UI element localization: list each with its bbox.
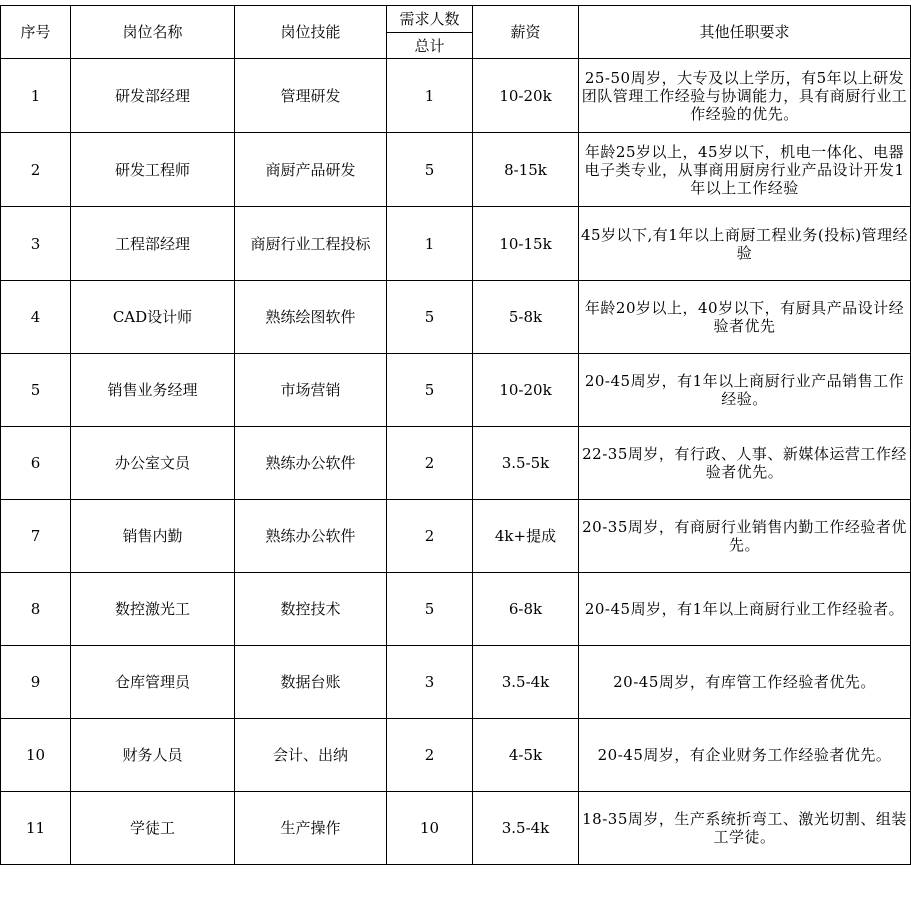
cell-salary: 10-20k [473,354,579,427]
cell-position: 研发工程师 [71,133,235,207]
cell-position: 研发部经理 [71,59,235,133]
cell-position: 工程部经理 [71,207,235,281]
table-row [1,646,911,719]
cell-skill: 生产操作 [235,792,387,865]
cell-seq: 10 [1,719,71,792]
cell-count: 2 [387,500,473,573]
cell-position: 仓库管理员 [71,646,235,719]
cell-skill: 数据台账 [235,646,387,719]
table-row [1,500,911,573]
header-requirements: 其他任职要求 [579,6,911,59]
cell-salary: 4-5k [473,719,579,792]
cell-salary: 10-15k [473,207,579,281]
cell-seq: 3 [1,207,71,281]
cell-skill: 会计、出纳 [235,719,387,792]
cell-count: 5 [387,573,473,646]
cell-count: 5 [387,354,473,427]
cell-requirements: 年龄20岁以上，40岁以下，有厨具产品设计经验者优先 [579,281,911,354]
cell-skill: 熟练办公软件 [235,427,387,500]
cell-seq: 7 [1,500,71,573]
cell-requirements: 20-45周岁，有1年以上商厨行业工作经验者。 [579,573,911,646]
cell-skill: 数控技术 [235,573,387,646]
cell-position: CAD设计师 [71,281,235,354]
cell-seq: 1 [1,59,71,133]
table-row [1,281,911,354]
table-row [1,133,911,207]
cell-salary: 8-15k [473,133,579,207]
cell-seq: 2 [1,133,71,207]
cell-count: 5 [387,133,473,207]
cell-skill: 管理研发 [235,59,387,133]
cell-count: 1 [387,59,473,133]
cell-count: 1 [387,207,473,281]
cell-skill: 熟练绘图软件 [235,281,387,354]
table-row [1,573,911,646]
cell-count: 2 [387,427,473,500]
cell-seq: 6 [1,427,71,500]
table-row [1,59,911,133]
cell-requirements: 22-35周岁，有行政、人事、新媒体运营工作经验者优先。 [579,427,911,500]
cell-requirements: 20-35周岁，有商厨行业销售内勤工作经验者优先。 [579,500,911,573]
cell-salary: 5-8k [473,281,579,354]
table-row [1,427,911,500]
cell-position: 财务人员 [71,719,235,792]
cell-salary: 3.5-5k [473,427,579,500]
cell-position: 办公室文员 [71,427,235,500]
cell-requirements: 年龄25岁以上，45岁以下，机电一体化、电器电子类专业，从事商用厨房行业产品设计开发1年以上工作经验 [579,133,911,207]
header-skill: 岗位技能 [235,6,387,59]
cell-requirements: 18-35周岁，生产系统折弯工、激光切割、组装工学徒。 [579,792,911,865]
cell-requirements: 25-50周岁，大专及以上学历，有5年以上研发团队管理工作经验与协调能力，具有商厨行业工作经验的优先。 [579,59,911,133]
cell-seq: 9 [1,646,71,719]
cell-salary: 10-20k [473,59,579,133]
cell-skill: 商厨产品研发 [235,133,387,207]
job-table [0,5,911,865]
cell-position: 销售内勤 [71,500,235,573]
cell-skill: 市场营销 [235,354,387,427]
cell-count: 3 [387,646,473,719]
table-row [1,719,911,792]
cell-requirements: 45岁以下,有1年以上商厨工程业务(投标)管理经验 [579,207,911,281]
cell-requirements: 20-45周岁，有库管工作经验者优先。 [579,646,911,719]
cell-salary: 6-8k [473,573,579,646]
cell-salary: 3.5-4k [473,646,579,719]
cell-salary: 3.5-4k [473,792,579,865]
header-salary: 薪资 [473,6,579,59]
cell-position: 学徒工 [71,792,235,865]
cell-seq: 8 [1,573,71,646]
table-row [1,207,911,281]
cell-requirements: 20-45周岁，有1年以上商厨行业产品销售工作经验。 [579,354,911,427]
cell-count: 10 [387,792,473,865]
cell-skill: 商厨行业工程投标 [235,207,387,281]
cell-skill: 熟练办公软件 [235,500,387,573]
cell-requirements: 20-45周岁，有企业财务工作经验者优先。 [579,719,911,792]
cell-seq: 11 [1,792,71,865]
table-row [1,792,911,865]
table-row [1,354,911,427]
cell-count: 2 [387,719,473,792]
header-demand: 需求人数 [387,6,473,33]
header-total: 总计 [387,33,473,59]
header-position: 岗位名称 [71,6,235,59]
cell-count: 5 [387,281,473,354]
header-seq: 序号 [1,6,71,59]
cell-position: 销售业务经理 [71,354,235,427]
cell-seq: 5 [1,354,71,427]
cell-salary: 4k+提成 [473,500,579,573]
cell-position: 数控激光工 [71,573,235,646]
cell-seq: 4 [1,281,71,354]
